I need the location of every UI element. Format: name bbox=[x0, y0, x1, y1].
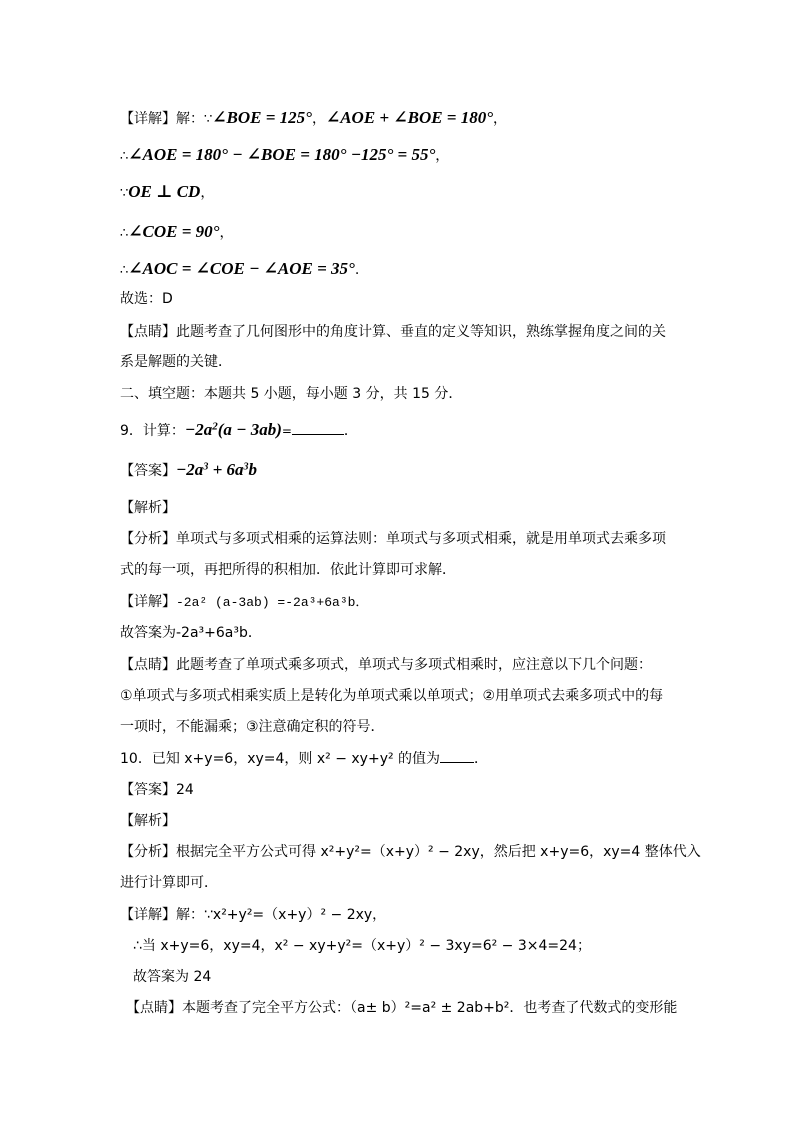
q10-detail-line-1: 【详解】解：∵x²+y²=（x+y）² − 2xy， bbox=[120, 907, 387, 923]
equation: OE ⊥ CD bbox=[128, 182, 201, 201]
q8-detail-line-3 bbox=[120, 182, 214, 204]
punctuation: ， bbox=[493, 111, 508, 127]
q9-detail bbox=[120, 592, 368, 613]
q8-detail-line-5 bbox=[120, 259, 359, 281]
punctuation: ． bbox=[343, 423, 358, 439]
q9-final: 故答案为-2a³+6a³b． bbox=[120, 625, 262, 641]
punctuation: ， bbox=[219, 225, 234, 241]
answer-expression: b bbox=[248, 460, 257, 479]
therefore-symbol: ∴ bbox=[120, 263, 129, 278]
exponent: 2 bbox=[212, 420, 218, 433]
q9-question bbox=[120, 420, 358, 441]
q9-analysis-label: 【解析】 bbox=[120, 500, 176, 516]
q9-comment-line-2: ①单项式与多项式相乘实质上是转化为单项式乘以单项式；②用单项式去乘多项式中的每 bbox=[120, 688, 664, 704]
q8-detail-line-4 bbox=[120, 222, 233, 244]
equation: ∠BOE = 125° bbox=[212, 108, 312, 127]
q10-answer: 【答案】24 bbox=[120, 782, 194, 798]
answer-blank bbox=[440, 761, 474, 763]
q8-choice: 故选：D bbox=[120, 291, 173, 307]
q10-analysis-line-2: 进行计算即可． bbox=[120, 875, 218, 891]
punctuation: ， bbox=[435, 148, 450, 164]
equation: ∠AOE = 180° − ∠BOE = 180° −125° = 55° bbox=[128, 145, 436, 164]
q8-comment-line-1: 【点睛】此题考查了几何图形中的角度计算、垂直的定义等知识，熟练掌握角度之间的关 bbox=[120, 324, 666, 340]
punctuation: . bbox=[354, 262, 360, 278]
section-heading: 二、填空题：本题共 5 小题，每小题 3 分，共 15 分． bbox=[120, 386, 463, 402]
q8-detail-line-2 bbox=[120, 145, 449, 167]
q10-question bbox=[120, 749, 488, 769]
therefore-symbol: ∴ bbox=[120, 149, 129, 164]
q9-analysis-line-2: 式的每一项，再把所得的积相加．依此计算即可求解． bbox=[120, 562, 456, 578]
q9-comment-line-1: 【点睛】此题考查了单项式乘多项式，单项式与多项式相乘时，应注意以下几个问题： bbox=[120, 657, 652, 673]
answer-expression: + 6a bbox=[208, 460, 244, 479]
equation: ∠AOC = ∠COE − ∠AOE = 35° bbox=[128, 259, 355, 278]
punctuation: ， bbox=[200, 185, 215, 201]
answer-expression: −2a bbox=[176, 460, 204, 479]
q10-comment-line-1: 【点睛】本题考查了完全平方公式：（a± b）²=a² ± 2ab+b²．也考查了代数式的变形能 bbox=[126, 1000, 678, 1016]
q9-comment-line-3: 一项时，不能漏乘；③注意确定积的符号． bbox=[120, 719, 385, 735]
q8-comment-line-2: 系是解题的关键． bbox=[120, 354, 232, 370]
since-symbol: ∵ bbox=[120, 186, 129, 201]
q10-analysis-line-1: 【分析】根据完全平方公式可得 x²+y²=（x+y）² − 2xy，然后把 x+y=6，xy=4 整体代入 bbox=[120, 844, 701, 860]
exponent: 3 bbox=[203, 461, 209, 473]
q10-final: 故答案为 24 bbox=[133, 969, 212, 985]
q9-analysis-line-1: 【分析】单项式与多项式相乘的运算法则：单项式与多项式相乘，就是用单项式去乘多项 bbox=[120, 531, 666, 547]
separator: ， bbox=[311, 111, 326, 127]
detail-label: 【详解】 bbox=[120, 594, 176, 610]
exponent: 3 bbox=[243, 461, 249, 473]
question-prefix: 9．计算： bbox=[120, 423, 185, 439]
expression: (a − 3ab) bbox=[217, 420, 282, 439]
therefore-symbol: ∴ bbox=[120, 226, 129, 241]
since-symbol: ∵ bbox=[204, 112, 213, 127]
question-text: 10．已知 x+y=6，xy=4，则 x² − xy+y² 的值为 bbox=[120, 751, 441, 767]
q9-answer bbox=[120, 460, 257, 481]
answer-blank bbox=[292, 433, 344, 435]
equation: ∠COE = 90° bbox=[128, 222, 220, 241]
q10-detail-line-2: ∴当 x+y=6，xy=4，x² − xy+y²=（x+y）² − 3xy=6² − 3×4=24； bbox=[133, 938, 591, 954]
q10-analysis-label: 【解析】 bbox=[120, 813, 176, 829]
equals: = bbox=[281, 424, 292, 438]
q8-detail-line-1 bbox=[120, 108, 507, 130]
expression: −2a bbox=[184, 420, 213, 439]
equation: ∠AOE + ∠BOE = 180° bbox=[325, 108, 494, 127]
answer-label: 【答案】 bbox=[120, 463, 176, 479]
detail-label: 【详解】解： bbox=[120, 111, 204, 127]
punctuation: ． bbox=[474, 751, 489, 767]
detail-text: -2a² (a-3ab) =-2a³+6a³b． bbox=[176, 595, 369, 610]
